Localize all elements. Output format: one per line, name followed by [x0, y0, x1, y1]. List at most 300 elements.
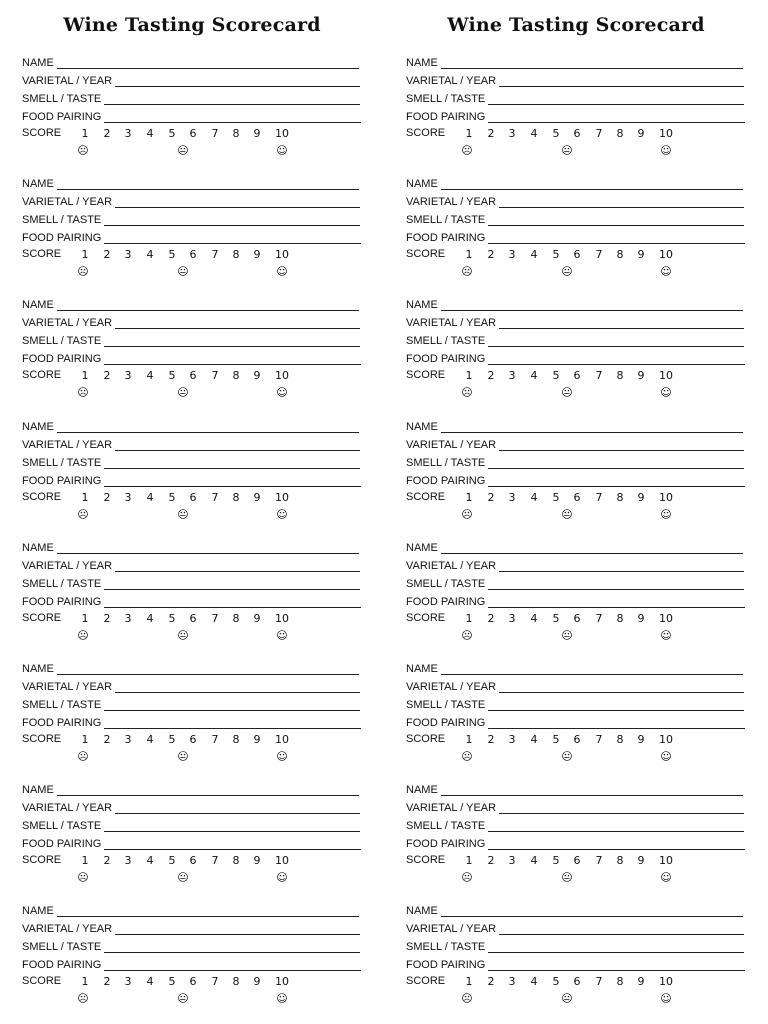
smell-taste-line[interactable]: [488, 459, 744, 469]
score-option[interactable]: 9: [637, 854, 645, 868]
score-option[interactable]: 8: [616, 490, 624, 504]
varietal-year-line[interactable]: [499, 198, 744, 208]
score-option[interactable]: 8: [616, 733, 624, 746]
varietal-year-label: VARIETAL / YEAR: [406, 923, 497, 936]
score-option[interactable]: 9: [637, 733, 645, 746]
score-option[interactable]: 4: [146, 733, 154, 746]
varietal-year-line[interactable]: [499, 77, 744, 87]
score-option[interactable]: 5: [168, 611, 176, 625]
smell-taste-line[interactable]: [488, 701, 744, 711]
varietal-year-line[interactable]: [115, 562, 360, 572]
smell-taste-line[interactable]: [488, 822, 744, 832]
score-option[interactable]: 8: [232, 854, 240, 868]
scorecard-entry: [406, 175, 746, 296]
score-option[interactable]: 2: [487, 369, 495, 383]
score-option[interactable]: 8: [616, 611, 624, 625]
food-pairing-line[interactable]: [488, 234, 745, 244]
food-pairing-label: FOOD PAIRING: [406, 959, 486, 972]
score-option[interactable]: 2: [487, 854, 495, 868]
varietal-year-label: VARIETAL / YEAR: [22, 196, 113, 209]
score-option[interactable]: 2: [487, 611, 495, 625]
varietal-year-field: [406, 799, 744, 814]
score-option[interactable]: 5: [552, 248, 560, 262]
smell-taste-label: SMELL / TASTE: [406, 335, 486, 348]
name-line[interactable]: [57, 59, 359, 69]
varietal-year-line[interactable]: [115, 804, 360, 814]
smell-taste-label: SMELL / TASTE: [22, 820, 102, 833]
score-option[interactable]: 6: [189, 127, 197, 140]
score-option[interactable]: 1: [465, 248, 473, 262]
score-option[interactable]: 8: [616, 369, 624, 383]
scorecard-entry: [22, 418, 362, 539]
name-field: [22, 660, 359, 675]
score-option[interactable]: 7: [211, 733, 219, 746]
food-pairing-label: FOOD PAIRING: [22, 111, 102, 123]
name-field: [406, 781, 743, 796]
score-option[interactable]: 6: [189, 733, 197, 746]
scorecard-entry: [22, 781, 362, 902]
smell-taste-line[interactable]: [104, 459, 360, 469]
score-option[interactable]: 9: [637, 611, 645, 625]
food-pairing-line[interactable]: [104, 961, 361, 971]
score-option[interactable]: 3: [124, 490, 132, 504]
score-option[interactable]: 2: [103, 490, 111, 504]
neutral-face-icon: 😐: [177, 750, 189, 763]
score-option[interactable]: 4: [146, 854, 154, 868]
varietal-year-line[interactable]: [499, 925, 744, 935]
score-option[interactable]: 10: [275, 369, 289, 383]
score-option[interactable]: 10: [659, 490, 673, 504]
score-option[interactable]: 6: [189, 369, 197, 383]
neutral-face-icon: 😐: [177, 386, 189, 400]
score-option[interactable]: 6: [189, 975, 197, 989]
score-option[interactable]: 6: [573, 611, 581, 625]
score-option[interactable]: 7: [211, 611, 219, 625]
varietal-year-line[interactable]: [499, 319, 744, 329]
score-option[interactable]: 5: [552, 733, 560, 746]
score-option[interactable]: 1: [81, 490, 89, 504]
score-option[interactable]: 10: [659, 127, 673, 140]
score-option[interactable]: 4: [530, 854, 538, 868]
smell-taste-line[interactable]: [488, 95, 744, 105]
score-option[interactable]: 9: [253, 369, 261, 383]
varietal-year-line[interactable]: [499, 441, 744, 451]
score-option[interactable]: 7: [211, 248, 219, 262]
score-label: SCORE: [22, 369, 62, 382]
score-option[interactable]: 7: [211, 854, 219, 868]
score-option[interactable]: 7: [595, 127, 603, 140]
score-option[interactable]: 10: [275, 248, 289, 262]
food-pairing-line[interactable]: [488, 719, 745, 729]
score-option[interactable]: 6: [573, 369, 581, 383]
score-option[interactable]: 2: [487, 975, 495, 989]
score-option[interactable]: 10: [659, 369, 673, 383]
happy-face-icon: ☺: [276, 992, 288, 1006]
score-option[interactable]: 4: [146, 611, 154, 625]
score-option[interactable]: 3: [124, 248, 132, 262]
score-option[interactable]: 1: [465, 975, 473, 989]
smell-taste-line[interactable]: [104, 337, 360, 347]
score-option[interactable]: 7: [595, 611, 603, 625]
score-option[interactable]: 5: [552, 127, 560, 140]
varietal-year-line[interactable]: [115, 77, 360, 87]
food-pairing-label: FOOD PAIRING: [406, 474, 486, 487]
score-option[interactable]: 1: [81, 369, 89, 383]
score-option[interactable]: 7: [211, 490, 219, 504]
score-option[interactable]: 7: [595, 490, 603, 504]
name-label: NAME: [22, 299, 54, 312]
score-option[interactable]: 6: [573, 733, 581, 746]
score-option[interactable]: 5: [168, 854, 176, 868]
food-pairing-label: FOOD PAIRING: [406, 838, 486, 851]
score-option[interactable]: 9: [253, 490, 261, 504]
score-option[interactable]: 8: [232, 975, 240, 989]
food-pairing-line[interactable]: [104, 113, 361, 123]
smell-taste-label: SMELL / TASTE: [406, 820, 486, 833]
happy-face-icon: ☺: [276, 871, 288, 885]
score-label: SCORE: [406, 611, 446, 624]
score-option[interactable]: 4: [146, 127, 154, 140]
name-line[interactable]: [57, 907, 359, 917]
score-option[interactable]: 5: [168, 975, 176, 989]
score-option[interactable]: 8: [616, 975, 624, 989]
score-option[interactable]: 4: [530, 369, 538, 383]
score-option[interactable]: 6: [189, 248, 197, 262]
name-field: [406, 418, 743, 433]
score-option[interactable]: 3: [508, 975, 516, 989]
score-option[interactable]: 4: [146, 248, 154, 262]
varietal-year-line[interactable]: [115, 198, 360, 208]
smell-taste-label: SMELL / TASTE: [22, 335, 102, 348]
food-pairing-label: FOOD PAIRING: [22, 474, 102, 487]
score-option[interactable]: 1: [465, 369, 473, 383]
varietal-year-line[interactable]: [115, 683, 360, 693]
varietal-year-label: VARIETAL / YEAR: [22, 317, 113, 330]
food-pairing-field: [22, 956, 361, 971]
varietal-year-field: [22, 72, 360, 87]
name-line[interactable]: [441, 907, 743, 917]
score-option[interactable]: 6: [573, 127, 581, 140]
score-label: SCORE: [406, 975, 446, 988]
sad-face-icon: ☹: [77, 871, 89, 885]
smell-taste-label: SMELL / TASTE: [406, 456, 486, 469]
score-option[interactable]: 8: [616, 248, 624, 262]
score-option[interactable]: 1: [81, 611, 89, 625]
score-option[interactable]: 1: [81, 733, 89, 746]
neutral-face-icon: 😐: [561, 992, 573, 1006]
smell-taste-line[interactable]: [104, 701, 360, 711]
name-label: NAME: [22, 178, 54, 191]
food-pairing-line[interactable]: [488, 355, 745, 365]
score-option[interactable]: 2: [487, 490, 495, 504]
score-option[interactable]: 5: [168, 733, 176, 746]
score-option[interactable]: 10: [275, 611, 289, 625]
score-option[interactable]: 2: [103, 854, 111, 868]
food-pairing-label: FOOD PAIRING: [22, 717, 102, 729]
score-option[interactable]: 2: [487, 248, 495, 262]
score-option[interactable]: 2: [103, 975, 111, 989]
name-line[interactable]: [57, 665, 359, 675]
neutral-face-icon: 😐: [561, 386, 573, 400]
score-option[interactable]: 1: [81, 248, 89, 262]
score-option[interactable]: 9: [637, 127, 645, 140]
score-option[interactable]: 5: [168, 248, 176, 262]
smell-taste-line[interactable]: [488, 216, 744, 226]
score-option[interactable]: 9: [637, 369, 645, 383]
score-option[interactable]: 5: [552, 975, 560, 989]
score-option[interactable]: 10: [275, 127, 289, 140]
smell-taste-line[interactable]: [104, 216, 360, 226]
score-option[interactable]: 5: [168, 127, 176, 140]
happy-face-icon: ☺: [660, 507, 672, 521]
score-option[interactable]: 4: [530, 127, 538, 140]
score-option[interactable]: 8: [232, 490, 240, 504]
sad-face-icon: ☹: [77, 992, 89, 1006]
score-option[interactable]: 9: [253, 975, 261, 989]
score-option[interactable]: 3: [508, 611, 516, 625]
score-option[interactable]: 4: [530, 248, 538, 262]
score-option[interactable]: 3: [508, 369, 516, 383]
food-pairing-line[interactable]: [104, 355, 361, 365]
smell-taste-field: [22, 454, 360, 469]
happy-face-icon: ☺: [660, 144, 672, 157]
score-option[interactable]: 3: [124, 127, 132, 140]
food-pairing-label: FOOD PAIRING: [22, 353, 102, 366]
happy-face-icon: ☺: [660, 386, 672, 400]
smell-taste-label: SMELL / TASTE: [22, 577, 102, 590]
score-option[interactable]: 9: [253, 127, 261, 140]
score-option[interactable]: 3: [124, 733, 132, 746]
score-option[interactable]: 4: [530, 733, 538, 746]
score-option[interactable]: 3: [508, 127, 516, 140]
name-line[interactable]: [441, 301, 743, 311]
scorecard-entry: [406, 902, 746, 1023]
score-option[interactable]: 7: [595, 733, 603, 746]
score-option[interactable]: 2: [487, 733, 495, 746]
score-option[interactable]: 3: [124, 854, 132, 868]
varietal-year-line[interactable]: [115, 925, 360, 935]
score-option[interactable]: 9: [253, 854, 261, 868]
neutral-face-icon: 😐: [561, 628, 573, 642]
score-option[interactable]: 10: [275, 733, 289, 746]
smell-taste-label: SMELL / TASTE: [22, 93, 102, 105]
score-option[interactable]: 7: [595, 854, 603, 868]
food-pairing-line[interactable]: [104, 719, 361, 729]
score-option[interactable]: 2: [103, 733, 111, 746]
food-pairing-line[interactable]: [104, 477, 361, 487]
varietal-year-label: VARIETAL / YEAR: [406, 802, 497, 815]
score-option[interactable]: 8: [232, 127, 240, 140]
score-option[interactable]: 2: [487, 127, 495, 140]
score-option[interactable]: 6: [189, 854, 197, 868]
score-option[interactable]: 6: [573, 490, 581, 504]
smell-taste-line[interactable]: [104, 580, 360, 590]
varietal-year-line[interactable]: [499, 683, 744, 693]
score-option[interactable]: 9: [253, 733, 261, 746]
name-line[interactable]: [441, 786, 743, 796]
score-option[interactable]: 8: [616, 127, 624, 140]
smell-taste-field: [22, 938, 360, 953]
score-option[interactable]: 1: [81, 975, 89, 989]
score-option[interactable]: 10: [275, 975, 289, 989]
varietal-year-field: [406, 314, 744, 329]
food-pairing-line[interactable]: [488, 477, 745, 487]
score-option[interactable]: 4: [530, 611, 538, 625]
name-field: [406, 660, 743, 675]
score-option[interactable]: 3: [508, 248, 516, 262]
varietal-year-field: [406, 72, 744, 87]
name-field: [406, 539, 743, 554]
score-option[interactable]: 1: [465, 127, 473, 140]
score-option[interactable]: 5: [552, 611, 560, 625]
score-option[interactable]: 10: [659, 854, 673, 868]
varietal-year-line[interactable]: [499, 804, 744, 814]
score-option[interactable]: 2: [103, 611, 111, 625]
name-line[interactable]: [57, 423, 359, 433]
happy-face-icon: ☺: [276, 265, 288, 279]
neutral-face-icon: 😐: [177, 265, 189, 279]
score-label: SCORE: [22, 611, 62, 624]
score-option[interactable]: 9: [253, 611, 261, 625]
name-line[interactable]: [441, 665, 743, 675]
score-option[interactable]: 10: [659, 975, 673, 989]
score-option[interactable]: 10: [275, 490, 289, 504]
smell-taste-line[interactable]: [104, 95, 360, 105]
score-option[interactable]: 1: [465, 611, 473, 625]
score-option[interactable]: 9: [637, 975, 645, 989]
food-pairing-line[interactable]: [104, 598, 361, 608]
score-option[interactable]: 4: [530, 490, 538, 504]
score-option[interactable]: 6: [189, 611, 197, 625]
name-line[interactable]: [57, 544, 359, 554]
score-option[interactable]: 10: [659, 611, 673, 625]
smell-taste-field: [22, 696, 360, 711]
food-pairing-line[interactable]: [488, 840, 745, 850]
score-option[interactable]: 1: [465, 733, 473, 746]
score-option[interactable]: 7: [595, 248, 603, 262]
score-option[interactable]: 8: [232, 611, 240, 625]
score-option[interactable]: 7: [595, 975, 603, 989]
varietal-year-label: VARIETAL / YEAR: [22, 802, 113, 815]
food-pairing-line[interactable]: [488, 598, 745, 608]
sad-face-icon: ☹: [77, 386, 89, 400]
name-line[interactable]: [57, 301, 359, 311]
name-line[interactable]: [441, 180, 743, 190]
food-pairing-field: [22, 350, 361, 365]
score-option[interactable]: 7: [211, 127, 219, 140]
scorecard-entry: [406, 54, 746, 175]
smell-taste-line[interactable]: [104, 822, 360, 832]
score-option[interactable]: 3: [124, 611, 132, 625]
score-option[interactable]: 4: [146, 975, 154, 989]
varietal-year-field: [406, 557, 744, 572]
score-option[interactable]: 4: [146, 490, 154, 504]
happy-face-icon: ☺: [660, 992, 672, 1006]
varietal-year-line[interactable]: [115, 319, 360, 329]
varietal-year-label: VARIETAL / YEAR: [406, 75, 497, 87]
sad-face-icon: ☹: [461, 144, 473, 157]
name-line[interactable]: [441, 59, 743, 69]
score-option[interactable]: 8: [232, 369, 240, 383]
score-option[interactable]: 6: [573, 854, 581, 868]
score-option[interactable]: 5: [552, 490, 560, 504]
varietal-year-field: [406, 436, 744, 451]
score-option[interactable]: 7: [211, 975, 219, 989]
smell-taste-field: [406, 938, 744, 953]
happy-face-icon: ☺: [660, 871, 672, 885]
name-line[interactable]: [57, 786, 359, 796]
score-option[interactable]: 4: [530, 975, 538, 989]
score-option[interactable]: 6: [573, 975, 581, 989]
score-option[interactable]: 6: [189, 490, 197, 504]
score-option[interactable]: 10: [659, 248, 673, 262]
score-option[interactable]: 2: [103, 127, 111, 140]
smell-taste-line[interactable]: [104, 943, 360, 953]
food-pairing-line[interactable]: [104, 234, 361, 244]
score-option[interactable]: 1: [81, 127, 89, 140]
smell-taste-label: SMELL / TASTE: [22, 941, 102, 954]
score-option[interactable]: 8: [232, 248, 240, 262]
score-option[interactable]: 4: [146, 369, 154, 383]
score-option[interactable]: 2: [103, 248, 111, 262]
score-option[interactable]: 5: [552, 854, 560, 868]
food-pairing-label: FOOD PAIRING: [406, 595, 486, 608]
score-option[interactable]: 3: [508, 854, 516, 868]
score-option[interactable]: 1: [465, 490, 473, 504]
varietal-year-line[interactable]: [115, 441, 360, 451]
name-line[interactable]: [57, 180, 359, 190]
score-option[interactable]: 10: [275, 854, 289, 868]
name-line[interactable]: [441, 544, 743, 554]
score-option[interactable]: 9: [253, 248, 261, 262]
food-pairing-line[interactable]: [104, 840, 361, 850]
smell-taste-line[interactable]: [488, 580, 744, 590]
score-option[interactable]: 5: [552, 369, 560, 383]
score-option[interactable]: 3: [124, 369, 132, 383]
score-option[interactable]: 9: [637, 248, 645, 262]
score-option[interactable]: 8: [616, 854, 624, 868]
score-option[interactable]: 7: [211, 369, 219, 383]
varietal-year-field: [22, 193, 360, 208]
score-option[interactable]: 5: [168, 369, 176, 383]
food-pairing-field: [22, 593, 361, 608]
smell-taste-line[interactable]: [488, 943, 744, 953]
varietal-year-line[interactable]: [499, 562, 744, 572]
score-option[interactable]: 7: [595, 369, 603, 383]
varietal-year-label: VARIETAL / YEAR: [22, 681, 113, 693]
score-option[interactable]: 1: [81, 854, 89, 868]
food-pairing-line[interactable]: [488, 113, 745, 123]
sad-face-icon: ☹: [77, 265, 89, 279]
score-option[interactable]: 3: [124, 975, 132, 989]
score-option[interactable]: 3: [508, 733, 516, 746]
food-pairing-line[interactable]: [488, 961, 745, 971]
score-option[interactable]: 5: [168, 490, 176, 504]
score-option[interactable]: 1: [465, 854, 473, 868]
scorecard-entry: [22, 175, 362, 296]
score-option[interactable]: 3: [508, 490, 516, 504]
score-option[interactable]: 9: [637, 490, 645, 504]
varietal-year-field: [22, 799, 360, 814]
varietal-year-label: VARIETAL / YEAR: [22, 559, 113, 572]
smell-taste-line[interactable]: [488, 337, 744, 347]
score-option[interactable]: 8: [232, 733, 240, 746]
score-option[interactable]: 10: [659, 733, 673, 746]
score-option[interactable]: 6: [573, 248, 581, 262]
score-option[interactable]: 2: [103, 369, 111, 383]
name-line[interactable]: [441, 423, 743, 433]
neutral-face-icon: 😐: [177, 871, 189, 885]
